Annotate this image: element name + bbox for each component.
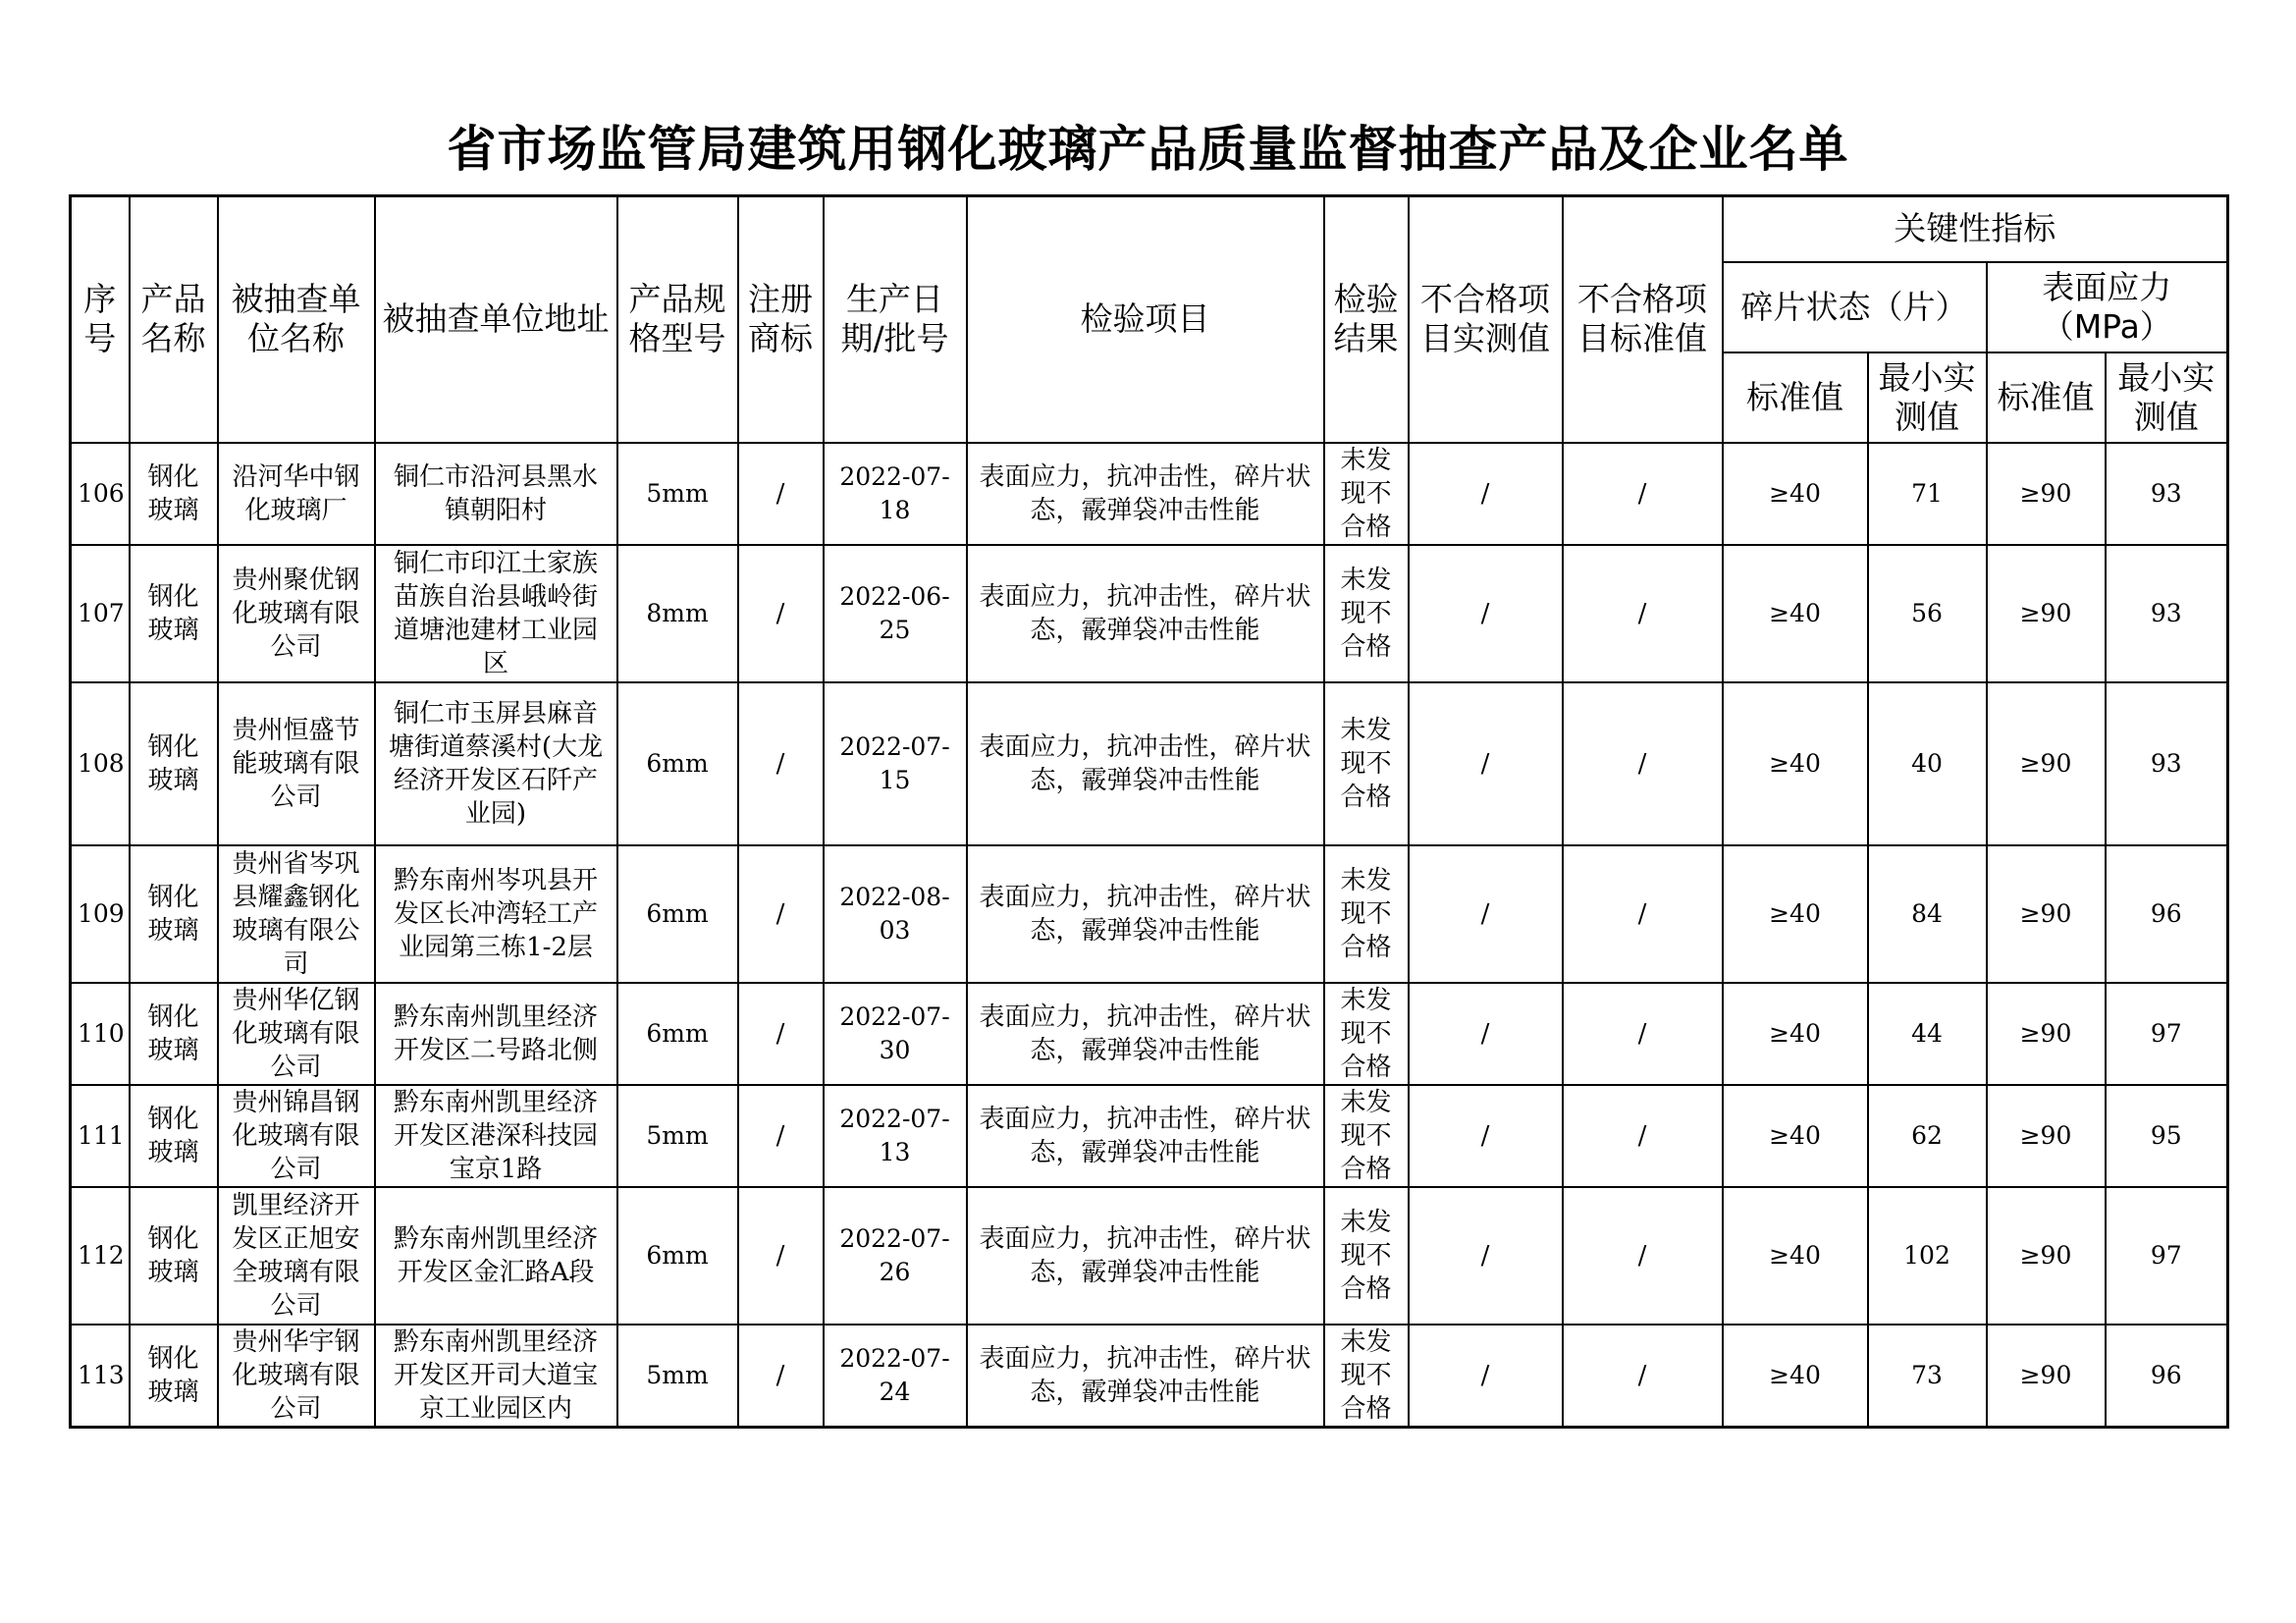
cell-fail-standard: / (1563, 1187, 1723, 1325)
cell-result: 未发现不合格 (1324, 845, 1409, 983)
cell-stress-min: 97 (2106, 983, 2228, 1085)
cell-date: 2022-08-03 (824, 845, 967, 983)
cell-company: 沿河华中钢化玻璃厂 (218, 443, 375, 545)
cell-product: 钢化玻璃 (130, 983, 218, 1085)
cell-frag-std: ≥40 (1723, 682, 1868, 845)
cell-trademark: / (738, 545, 824, 682)
cell-frag-std: ≥40 (1723, 443, 1868, 545)
table-row (71, 1085, 2228, 1187)
col-trademark: 注册商标 (738, 196, 824, 443)
cell-seq: 112 (71, 1187, 130, 1325)
cell-stress-std: ≥90 (1987, 1085, 2106, 1187)
cell-address: 黔东南州岑巩县开发区长冲湾轻工产业园第三栋1-2层 (375, 845, 617, 983)
cell-frag-std: ≥40 (1723, 1085, 1868, 1187)
cell-result: 未发现不合格 (1324, 1187, 1409, 1325)
col-stress-std: 标准值 (1987, 352, 2106, 443)
cell-spec: 8mm (617, 545, 738, 682)
cell-trademark: / (738, 983, 824, 1085)
cell-fail-standard: / (1563, 1325, 1723, 1428)
col-company: 被抽查单位名称 (218, 196, 375, 443)
cell-seq: 110 (71, 983, 130, 1085)
cell-fail-measured: / (1409, 1187, 1563, 1325)
cell-frag-min: 40 (1868, 682, 1987, 845)
cell-stress-min: 93 (2106, 545, 2228, 682)
cell-date: 2022-06-25 (824, 545, 967, 682)
col-product: 产品名称 (130, 196, 218, 443)
cell-frag-std: ≥40 (1723, 1187, 1868, 1325)
cell-frag-min: 102 (1868, 1187, 1987, 1325)
cell-frag-std: ≥40 (1723, 845, 1868, 983)
cell-company: 凯里经济开发区正旭安全玻璃有限公司 (218, 1187, 375, 1325)
cell-product: 钢化玻璃 (130, 682, 218, 845)
cell-frag-std: ≥40 (1723, 545, 1868, 682)
cell-trademark: / (738, 1187, 824, 1325)
cell-stress-min: 96 (2106, 845, 2228, 983)
cell-address: 黔东南州凯里经济开发区港深科技园宝京1路 (375, 1085, 617, 1187)
col-fragment: 碎片状态（片） (1723, 262, 1987, 352)
col-key-indicators: 关键性指标 (1723, 196, 2228, 262)
inspection-table (69, 194, 2229, 1429)
cell-address: 铜仁市印江土家族苗族自治县峨岭街道塘池建材工业园区 (375, 545, 617, 682)
cell-items: 表面应力，抗冲击性，碎片状态，霰弹袋冲击性能 (967, 1187, 1324, 1325)
col-stress: 表面应力（MPa） (1987, 262, 2228, 352)
col-stress-min: 最小实测值 (2106, 352, 2228, 443)
cell-fail-standard: / (1563, 1085, 1723, 1187)
cell-company: 贵州恒盛节能玻璃有限公司 (218, 682, 375, 845)
cell-items: 表面应力，抗冲击性，碎片状态，霰弹袋冲击性能 (967, 545, 1324, 682)
table-row (71, 983, 2228, 1085)
cell-fail-measured: / (1409, 443, 1563, 545)
col-frag-min: 最小实测值 (1868, 352, 1987, 443)
cell-product: 钢化玻璃 (130, 1187, 218, 1325)
col-items: 检验项目 (967, 196, 1324, 443)
cell-spec: 6mm (617, 845, 738, 983)
cell-result: 未发现不合格 (1324, 443, 1409, 545)
cell-product: 钢化玻璃 (130, 845, 218, 983)
cell-items: 表面应力，抗冲击性，碎片状态，霰弹袋冲击性能 (967, 443, 1324, 545)
cell-seq: 111 (71, 1085, 130, 1187)
cell-result: 未发现不合格 (1324, 545, 1409, 682)
cell-trademark: / (738, 845, 824, 983)
cell-spec: 6mm (617, 983, 738, 1085)
cell-fail-standard: / (1563, 983, 1723, 1085)
cell-spec: 6mm (617, 1187, 738, 1325)
cell-items: 表面应力，抗冲击性，碎片状态，霰弹袋冲击性能 (967, 682, 1324, 845)
cell-result: 未发现不合格 (1324, 1085, 1409, 1187)
cell-address: 黔东南州凯里经济开发区开司大道宝京工业园区内 (375, 1325, 617, 1428)
cell-spec: 5mm (617, 443, 738, 545)
cell-fail-measured: / (1409, 1085, 1563, 1187)
cell-product: 钢化玻璃 (130, 545, 218, 682)
col-fail-standard: 不合格项目标准值 (1563, 196, 1723, 443)
cell-fail-standard: / (1563, 682, 1723, 845)
table-header (71, 196, 2228, 443)
cell-frag-min: 44 (1868, 983, 1987, 1085)
table-row (71, 1325, 2228, 1428)
cell-date: 2022-07-26 (824, 1187, 967, 1325)
cell-result: 未发现不合格 (1324, 1325, 1409, 1428)
cell-frag-std: ≥40 (1723, 1325, 1868, 1428)
cell-frag-std: ≥40 (1723, 983, 1868, 1085)
cell-company: 贵州聚优钢化玻璃有限公司 (218, 545, 375, 682)
table-row (71, 545, 2228, 682)
cell-items: 表面应力，抗冲击性，碎片状态，霰弹袋冲击性能 (967, 845, 1324, 983)
cell-trademark: / (738, 1085, 824, 1187)
table-row (71, 845, 2228, 983)
table-body (71, 443, 2228, 1428)
cell-stress-min: 93 (2106, 443, 2228, 545)
cell-seq: 108 (71, 682, 130, 845)
cell-stress-std: ≥90 (1987, 443, 2106, 545)
cell-address: 铜仁市沿河县黑水镇朝阳村 (375, 443, 617, 545)
cell-spec: 5mm (617, 1085, 738, 1187)
col-address: 被抽查单位地址 (375, 196, 617, 443)
cell-trademark: / (738, 443, 824, 545)
cell-seq: 113 (71, 1325, 130, 1428)
cell-fail-measured: / (1409, 983, 1563, 1085)
cell-items: 表面应力，抗冲击性，碎片状态，霰弹袋冲击性能 (967, 1085, 1324, 1187)
cell-product: 钢化玻璃 (130, 1085, 218, 1187)
cell-result: 未发现不合格 (1324, 682, 1409, 845)
cell-address: 铜仁市玉屏县麻音塘街道蔡溪村(大龙经济开发区石阡产业园) (375, 682, 617, 845)
cell-stress-std: ≥90 (1987, 1187, 2106, 1325)
cell-stress-min: 96 (2106, 1325, 2228, 1428)
cell-stress-min: 97 (2106, 1187, 2228, 1325)
cell-stress-std: ≥90 (1987, 845, 2106, 983)
cell-address: 黔东南州凯里经济开发区二号路北侧 (375, 983, 617, 1085)
cell-address: 黔东南州凯里经济开发区金汇路A段 (375, 1187, 617, 1325)
col-frag-std: 标准值 (1723, 352, 1868, 443)
cell-seq: 106 (71, 443, 130, 545)
col-spec: 产品规格型号 (617, 196, 738, 443)
cell-fail-measured: / (1409, 845, 1563, 983)
cell-seq: 107 (71, 545, 130, 682)
cell-frag-min: 73 (1868, 1325, 1987, 1428)
cell-frag-min: 71 (1868, 443, 1987, 545)
page-title: 省市场监管局建筑用钢化玻璃产品质量监督抽查产品及企业名单 (447, 120, 1849, 178)
cell-date: 2022-07-30 (824, 983, 967, 1085)
cell-stress-std: ≥90 (1987, 983, 2106, 1085)
cell-fail-measured: / (1409, 1325, 1563, 1428)
cell-spec: 6mm (617, 682, 738, 845)
cell-seq: 109 (71, 845, 130, 983)
cell-items: 表面应力，抗冲击性，碎片状态，霰弹袋冲击性能 (967, 1325, 1324, 1428)
cell-fail-standard: / (1563, 845, 1723, 983)
col-fail-measured: 不合格项目实测值 (1409, 196, 1563, 443)
cell-stress-min: 95 (2106, 1085, 2228, 1187)
cell-fail-standard: / (1563, 545, 1723, 682)
cell-company: 贵州锦昌钢化玻璃有限公司 (218, 1085, 375, 1187)
cell-company: 贵州华亿钢化玻璃有限公司 (218, 983, 375, 1085)
cell-date: 2022-07-15 (824, 682, 967, 845)
cell-trademark: / (738, 1325, 824, 1428)
cell-items: 表面应力，抗冲击性，碎片状态，霰弹袋冲击性能 (967, 983, 1324, 1085)
cell-frag-min: 56 (1868, 545, 1987, 682)
cell-stress-std: ≥90 (1987, 545, 2106, 682)
cell-stress-min: 93 (2106, 682, 2228, 845)
cell-product: 钢化玻璃 (130, 443, 218, 545)
cell-date: 2022-07-24 (824, 1325, 967, 1428)
col-result: 检验结果 (1324, 196, 1409, 443)
table-row (71, 443, 2228, 545)
table-row (71, 682, 2228, 845)
cell-result: 未发现不合格 (1324, 983, 1409, 1085)
cell-spec: 5mm (617, 1325, 738, 1428)
cell-company: 贵州华宇钢化玻璃有限公司 (218, 1325, 375, 1428)
cell-fail-measured: / (1409, 682, 1563, 845)
cell-fail-standard: / (1563, 443, 1723, 545)
cell-trademark: / (738, 682, 824, 845)
cell-fail-measured: / (1409, 545, 1563, 682)
cell-date: 2022-07-13 (824, 1085, 967, 1187)
cell-stress-std: ≥90 (1987, 1325, 2106, 1428)
cell-stress-std: ≥90 (1987, 682, 2106, 845)
table-row (71, 1187, 2228, 1325)
cell-date: 2022-07-18 (824, 443, 967, 545)
col-date: 生产日期/批号 (824, 196, 967, 443)
cell-product: 钢化玻璃 (130, 1325, 218, 1428)
cell-company: 贵州省岑巩县耀鑫钢化玻璃有限公司 (218, 845, 375, 983)
cell-frag-min: 62 (1868, 1085, 1987, 1187)
cell-frag-min: 84 (1868, 845, 1987, 983)
col-seq: 序号 (71, 196, 130, 443)
